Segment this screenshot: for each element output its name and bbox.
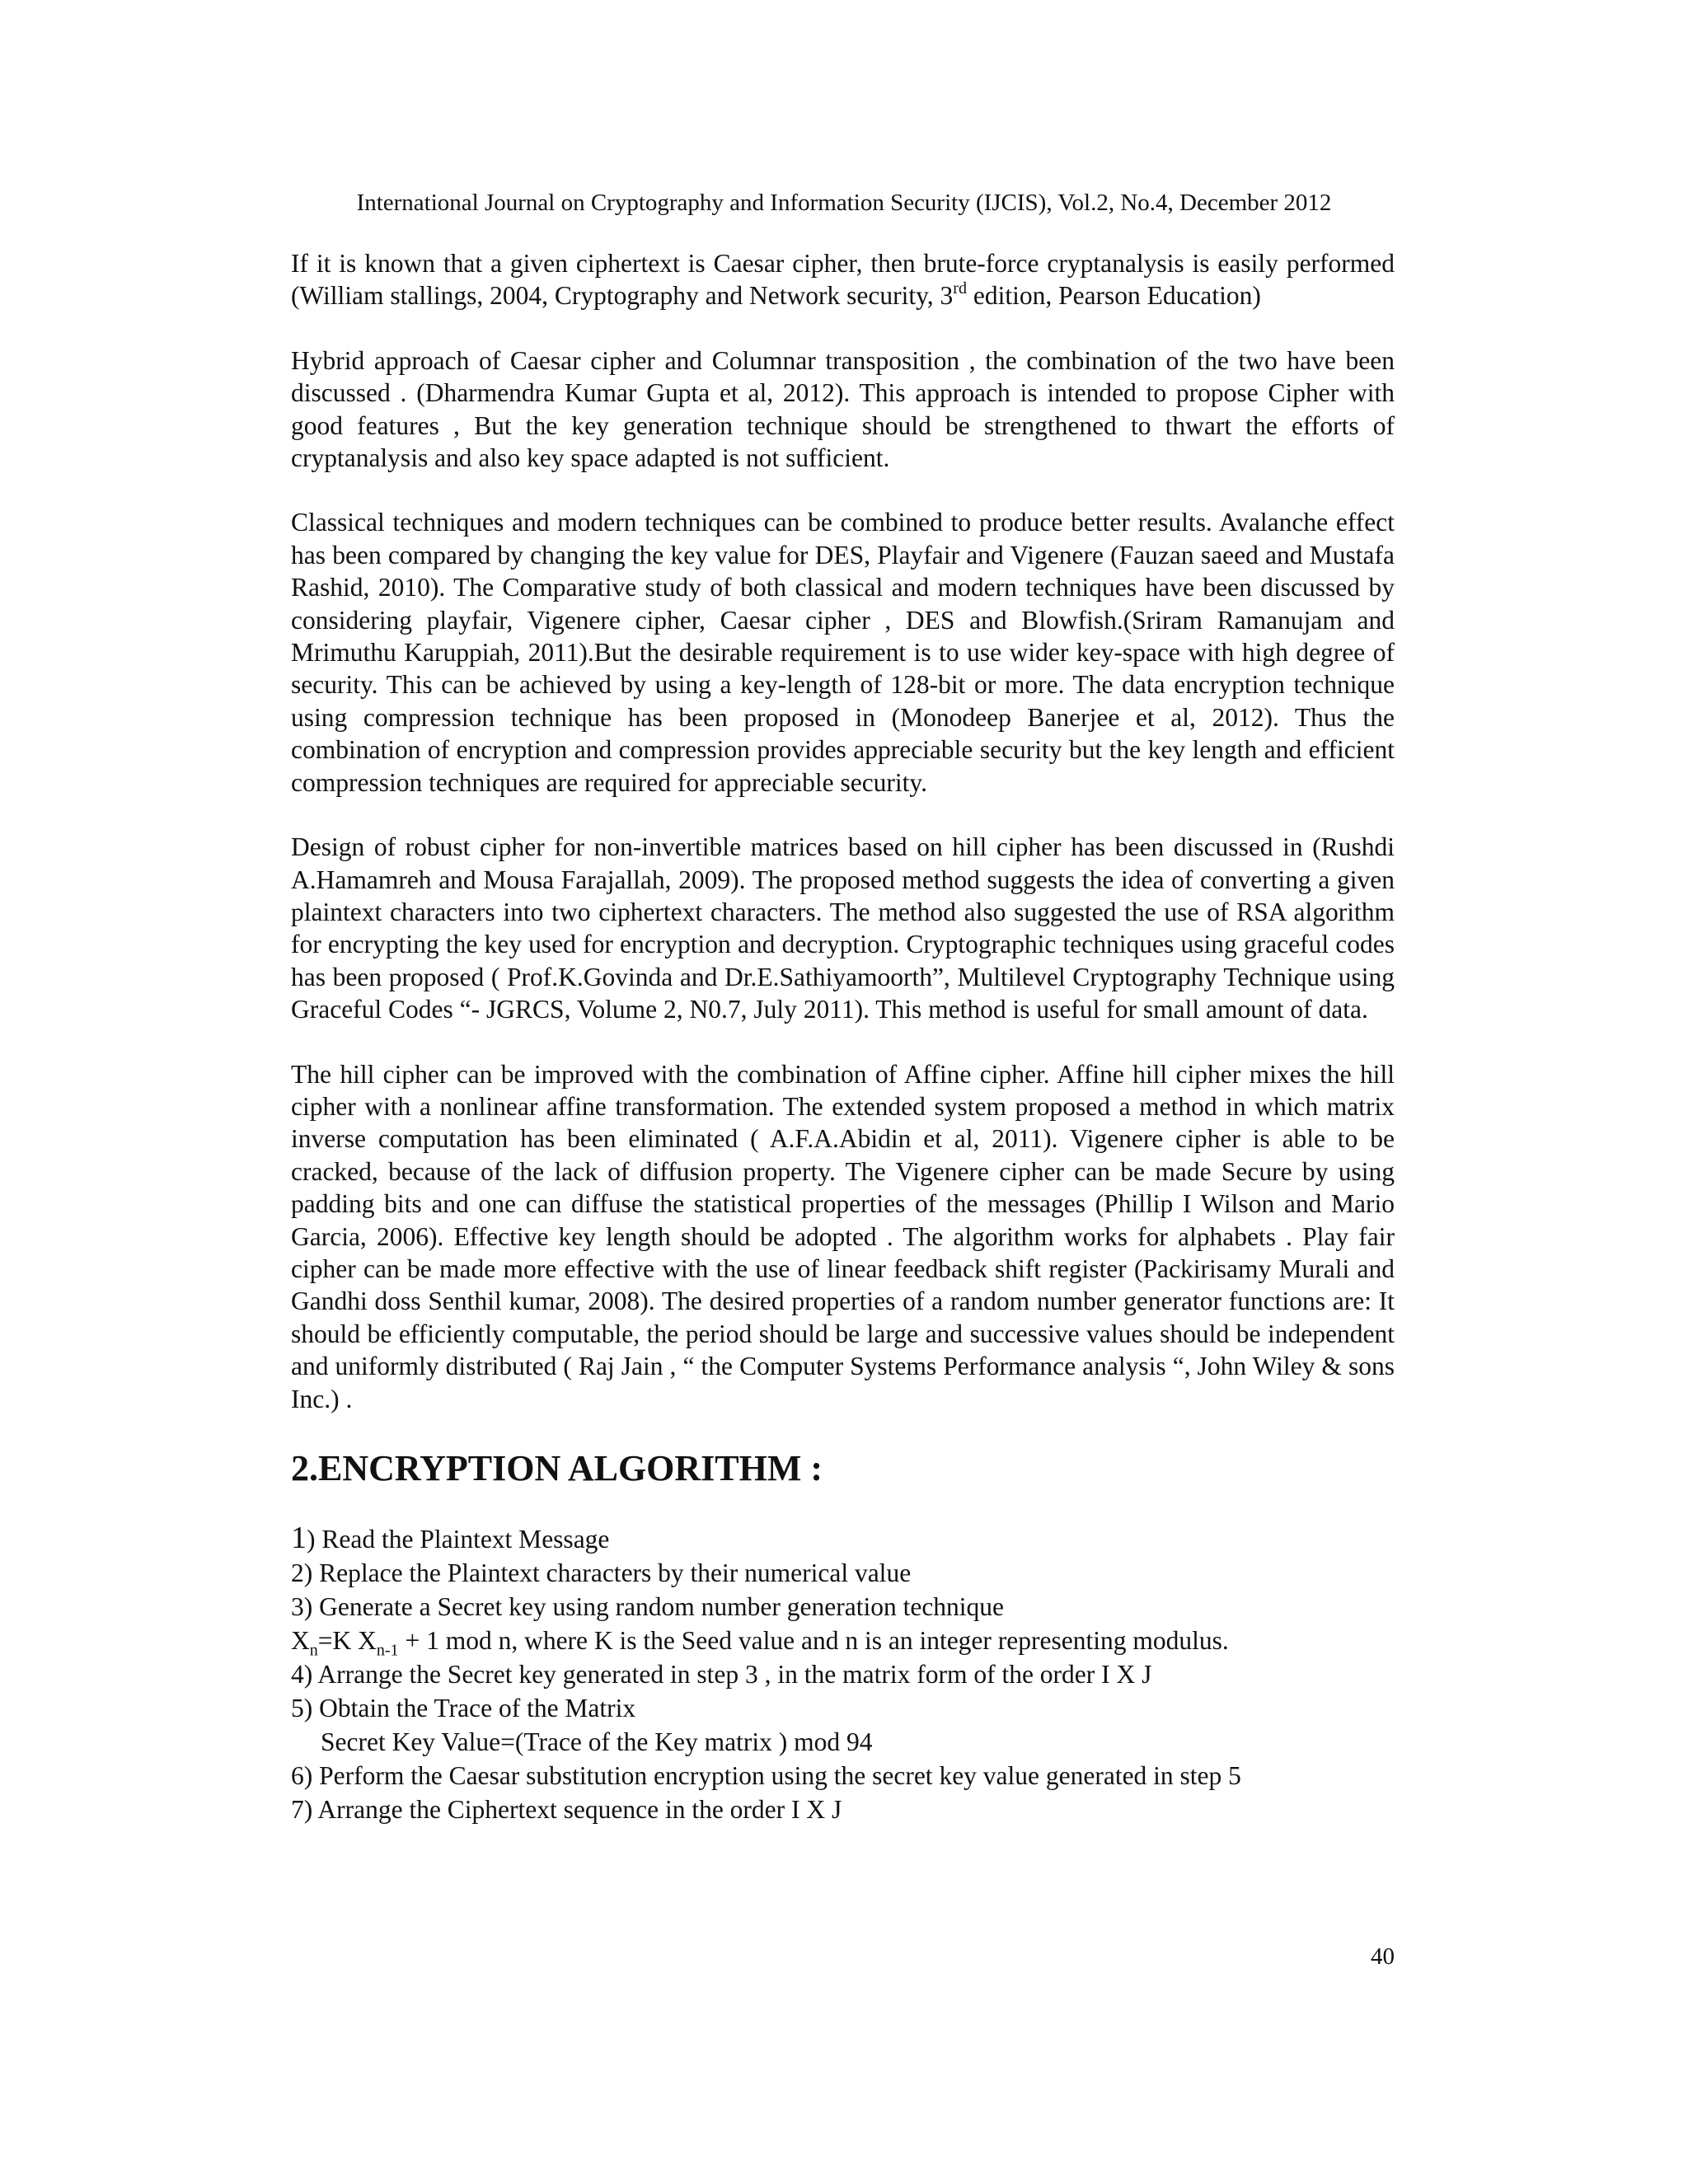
page-number: 40: [1371, 1943, 1395, 1970]
page-body: [291, 247, 1395, 1826]
paragraph-affine-hill: The hill cipher can be improved with the combination of Affine cipher. Affine hill cipher mixes the hill cipher with a nonlinear affine transformation. The extended system proposed a method in which matrix inverse computation has been eliminated ( A.F.A.Abidin et al, 2011). Vigenere cipher is able to be cracked, because of the lack of diffusion property. The Vigenere cipher can be made Secure by using padding bits and one can diffuse the statistical properties of the messages (Phillip I Wilson and Mario Garcia, 2006). Effective key length should be adopted . The algorithm works for alphabets . Play fair cipher can be made more effective with the use of linear feedback shift register (Packirisamy Murali and Gandhi doss Senthil kumar, 2008). The desired properties of a random number generator functions are: It should be efficiently computable, the period should be large and successive values should be independent and uniformly distributed ( Raj Jain , “ the Computer Systems Performance analysis “, John Wiley & sons Inc.) .: [291, 1059, 1395, 1413]
step-5: 5) Obtain the Trace of the Matrix: [291, 1694, 636, 1722]
paragraph-caesar-bruteforce: [291, 247, 1395, 312]
step-1-text: ) Read the Plaintext Message: [307, 1525, 610, 1554]
superscript-rd: rd: [953, 279, 967, 298]
paragraph-text: edition, Pearson Education): [966, 281, 1261, 311]
formula-mid: =K X: [317, 1626, 377, 1655]
step-4: 4) Arrange the Secret key generated in step 3 , in the matrix form of the order I X J: [291, 1660, 1152, 1689]
recurrence-formula: [291, 1624, 1395, 1660]
step-7: 7) Arrange the Ciphertext sequence in the order I X J: [291, 1795, 842, 1824]
step-3: 3) Generate a Secret key using random number generation technique: [291, 1592, 1005, 1621]
formula-x: X: [291, 1626, 310, 1655]
step-5-detail: Secret Key Value=(Trace of the Key matrix ) mod 94: [321, 1727, 873, 1756]
step-2: 2) Replace the Plaintext characters by their numerical value: [291, 1558, 912, 1587]
paragraph-hybrid-approach: Hybrid approach of Caesar cipher and Columnar transposition , the combination of the two have been discussed . (Dharmendra Kumar Gupta et al, 2012). This approach is intended to propose Cipher with good features , But the key generation technique should be strengthened to thwart the efforts of cryptanalysis and also key space adapted is not sufficient.: [291, 345, 1395, 473]
journal-header: International Journal on Cryptography and Information Security (IJCIS), Vol.2, No.4, December 2012: [356, 190, 1332, 216]
formula-rest: + 1 mod n, where K is the Seed value and n is an integer representing modulus.: [398, 1626, 1229, 1655]
formula-sub-n-minus-1: n-1: [376, 1641, 399, 1660]
paragraph-hill-cipher-design: Design of robust cipher for non-invertible matrices based on hill cipher has been discussed in (Rushdi A.Hamamreh and Mousa Farajallah, 2009). The proposed method suggests the idea of converting a given plaintext characters into two ciphertext characters. The method also suggested the use of RSA algorithm for encrypting the key used for encryption and decryption. Cryptographic techniques using graceful codes has been proposed ( Prof.K.Govinda and Dr.E.Sathiyamoorth”, Multilevel Cryptography Technique using Graceful Codes “- JGRCS, Volume 2, N0.7, July 2011). This method is useful for small amount of data.: [291, 832, 1395, 1024]
step-1-number: 1: [291, 1521, 307, 1555]
paragraph-classical-modern: Classical techniques and modern techniques can be combined to produce better results. Avalanche effect has been compared by changing the key value for DES, Playfair and Vigenere (Fauzan saeed and Mustafa Rashid, 2010). The Comparative study of both classical and modern techniques have been discussed by considering playfair, Vigenere cipher, Caesar cipher , DES and Blowfish.(Sriram Ramanujam and Mrimuthu Karuppiah, 2011).But the desirable requirement is to use wider key-space with high degree of security. This can be achieved by using a key-length of 128-bit or more. The data encryption technique using compression technique has been proposed in (Monodeep Banerjee et al, 2012). Thus the combination of encryption and compression provides appreciable security but the key length and efficient compression techniques are required for appreciable security.: [291, 508, 1395, 797]
algorithm-steps: [291, 1521, 1395, 1826]
formula-sub-n: n: [309, 1641, 318, 1660]
section-heading: 2.ENCRYPTION ALGORITHM :: [291, 1448, 823, 1488]
step-6: 6) Perform the Caesar substitution encryption using the secret key value generated in step 5: [291, 1761, 1241, 1790]
step-1: [291, 1521, 1395, 1556]
paragraph-text: If it is known that a given ciphertext is Caesar cipher, then brute-force cryptanalysis is easily performed (William stallings, 2004, Cryptography and Network security, 3: [291, 249, 1395, 311]
